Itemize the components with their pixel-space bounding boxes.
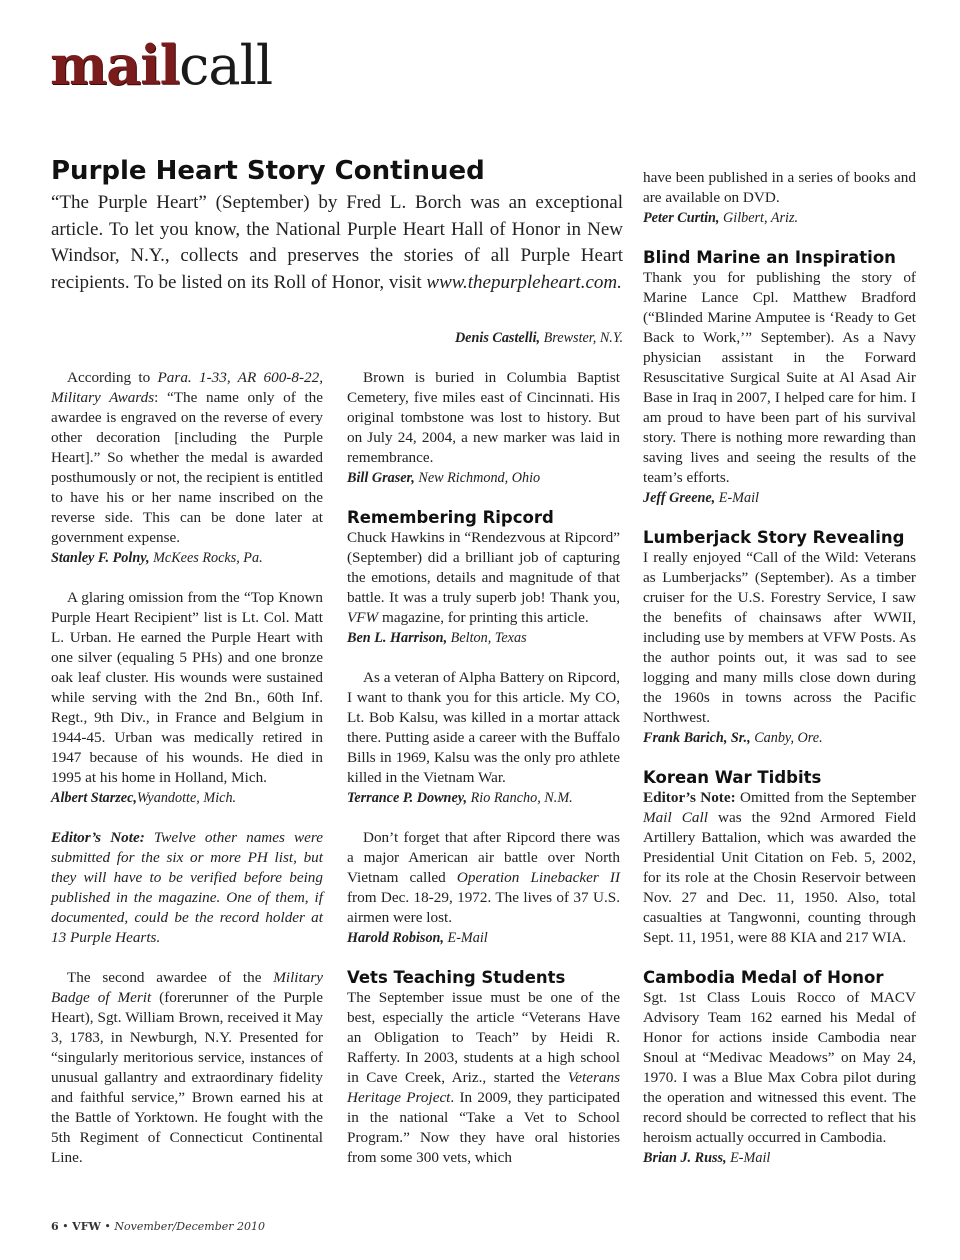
signature-graser: Bill Graser, New Richmond, Ohio xyxy=(347,470,541,486)
column-2 xyxy=(347,368,620,1168)
issue-date: November/December 2010 xyxy=(114,1220,266,1233)
signature-greene: Jeff Greene, E-Mail xyxy=(643,490,759,506)
page-footer: 6 • VFW • November/December 2010 xyxy=(51,1220,266,1233)
letter-hawkins: Chuck Hawkins in “Rendezvous at Ripcord” (September) did a brilliant job of capturing the emotions, details and magnitude of that battle. It was a truly superb job! Thank you, VFW magazine, for printing this article. xyxy=(347,529,620,626)
letter-curtin: The September issue must be one of the best, especially the article “Veterans Have an Obligation to Teach” by Heidi R. Rafferty. In 2003, students at a high school in Cave Creek, Ariz., started the Veterans Heritage Project. In 2009, they participated in the national “Take a Vet to School Program.” Now they have oral histories from some 300 vets, which xyxy=(347,989,620,1166)
editors-note-korea: Editor’s Note: Omitted from the September Mail Call was the 92nd Armored Field Artillery Battalion, which was awarded the Presidential Unit Citation on Feb. 5, 2002, for its role at the Chosin Reservoir between Nov. 27 and Dec. 11, 1950. Also, total casualties at Tangwonni, counting through Sept. 11, 1951, were 88 KIA and 217 WIA. xyxy=(643,789,916,946)
signature-curtin: Peter Curtin, Gilbert, Ariz. xyxy=(643,210,799,226)
letter-russ: Sgt. 1st Class Louis Rocco of MACV Advisory Team 162 earned his Medal of Honor for actions inside Cambodia near Snoul at “Medivac Meadows” on May 24, 1970. I was a Blue Max Cobra pilot during the operation and witnessed this event. The record should be corrected to reflect that his heroism actually occurred in Cambodia. xyxy=(643,989,916,1146)
heading-blind-marine: Blind Marine an Inspiration xyxy=(643,248,896,267)
heading-vets-teaching: Vets Teaching Students xyxy=(347,968,566,987)
column-3 xyxy=(643,168,916,1168)
signature-russ: Brian J. Russ, E-Mail xyxy=(643,1150,771,1166)
heading-korean-war: Korean War Tidbits xyxy=(643,768,822,787)
page-number: 6 xyxy=(51,1220,59,1233)
masthead-call: call xyxy=(179,34,273,97)
masthead-logo xyxy=(50,33,273,97)
signature-barich: Frank Barich, Sr., Canby, Ore. xyxy=(643,730,823,746)
letter-polny: According to Para. 1-33, AR 600-8-22, Military Awards: “The name only of the awardee is engraved on the reverse of every other decoration [including the Purple Heart].” So whether the medal is awarded posthumously or not, the recipient is entitled to have his or her name inscribed on the reverse side. This can be done later at government expense. xyxy=(51,369,324,546)
letter-graser: Brown is buried in Columbia Baptist Cemetery, five miles east of Cincinnati. His original tombstone was lost to history. But on July 24, 2004, a new marker was laid in remembrance. xyxy=(347,369,620,466)
letter-robison: Don’t forget that after Ripcord there was a major American air battle over North Vietnam called Operation Linebacker II from Dec. 18-29, 1972. The lives of 37 U.S. airmen were lost. xyxy=(347,829,621,926)
column-1 xyxy=(51,368,323,1168)
intro-letter xyxy=(51,190,623,296)
intro-url: www.thepurpleheart.com. xyxy=(426,271,622,293)
intro-signature: Denis Castelli, Brewster, N.Y. xyxy=(454,330,623,346)
signature-downey: Terrance P. Downey, Rio Rancho, N.M. xyxy=(347,790,573,806)
heading-remembering-ripcord: Remembering Ripcord xyxy=(347,508,554,527)
signature-harrison: Ben L. Harrison, Belton, Texas xyxy=(347,630,527,646)
letter-curtin-cont: have been published in a series of books and are available on DVD. xyxy=(643,169,916,206)
letter-brown: The second awardee of the Military Badge of Merit (forerunner of the Purple Heart), Sgt. William Brown, received it May 3, 1783, in Newburgh, N.Y. Presented for “singularly meritorious service, instances of unusual gallantry and extraordinary fidelity and faithful service,” Brown earned his at the Battle of Yorktown. He fought with the 5th Regiment of Connecticut Continental Line. xyxy=(51,969,323,1166)
letter-starzec: A glaring omission from the “Top Known Purple Heart Recipient” list is Lt. Col. Matt L. Urban. He earned the Purple Heart with one silver (equaling 5 PHs) and one bronze oak leaf cluster. His wounds were sustained while serving with the 2nd Bn., 60th Inf. Regt., 9th Div., in France and Belgium in 1944-45. Urban was medically retired in 1947 because of his wounds. He died in 1995 at his home in Holland, Mich. xyxy=(51,589,323,786)
letter-greene: Thank you for publishing the story of Marine Lance Cpl. Matthew Bradford (“Blinded Marine Amputee is ‘Ready to Get Back to Work,’” September). As a Navy physician assistant in the Forward Resuscitative Surgical Suite at Al Asad Air Base in Iraq in 2007, I helped care for him. I am proud to have been part of his survival story. There is nothing more rewarding than saving lives and seeing the results of the team’s efforts. xyxy=(643,269,916,486)
intro-text: “The Purple Heart” (September) by Fred L. Borch was an exceptional article. To let you know, the National Purple Heart Hall of Honor in New Windsor, N.Y., collects and preserves the stories of all Purple Heart recipients. To be listed on its Roll of Honor, visit xyxy=(51,192,623,293)
editors-note: Editor’s Note: Twelve other names were submitted for the six or more PH list, but they will have to be verified before being published in the magazine. One of them, if documented, could be the record holder at 13 Purple Hearts. xyxy=(51,829,323,946)
page-headline: Purple Heart Story Continued xyxy=(51,156,485,186)
letter-barich: I really enjoyed “Call of the Wild: Veterans as Lumberjacks” (September). As a timber cruiser for the U.S. Forestry Service, I saw the benefits of chainsaws after WWII, including use by members at VFW Posts. As the author points out, it was sad to see logging and many mills close down during the 1960s in towns across the Pacific Northwest. xyxy=(643,549,916,726)
masthead-mail: mail xyxy=(50,33,180,97)
magazine-name: VFW xyxy=(72,1220,101,1233)
heading-lumberjack: Lumberjack Story Revealing xyxy=(643,528,905,547)
signature-robison: Harold Robison, E-Mail xyxy=(347,930,488,946)
heading-cambodia: Cambodia Medal of Honor xyxy=(643,968,884,987)
letter-downey: As a veteran of Alpha Battery on Ripcord, I want to thank you for this article. My CO, Lt. Bob Kalsu, was killed in a mortar attack there. Putting aside a career with the Buffalo Bills in 1969, Kalsu was the only pro athlete killed in the Vietnam War. xyxy=(347,669,620,786)
signature-starzec: Albert Starzec,Wyandotte, Mich. xyxy=(51,790,237,806)
signature-polny: Stanley F. Polny, McKees Rocks, Pa. xyxy=(51,550,263,566)
